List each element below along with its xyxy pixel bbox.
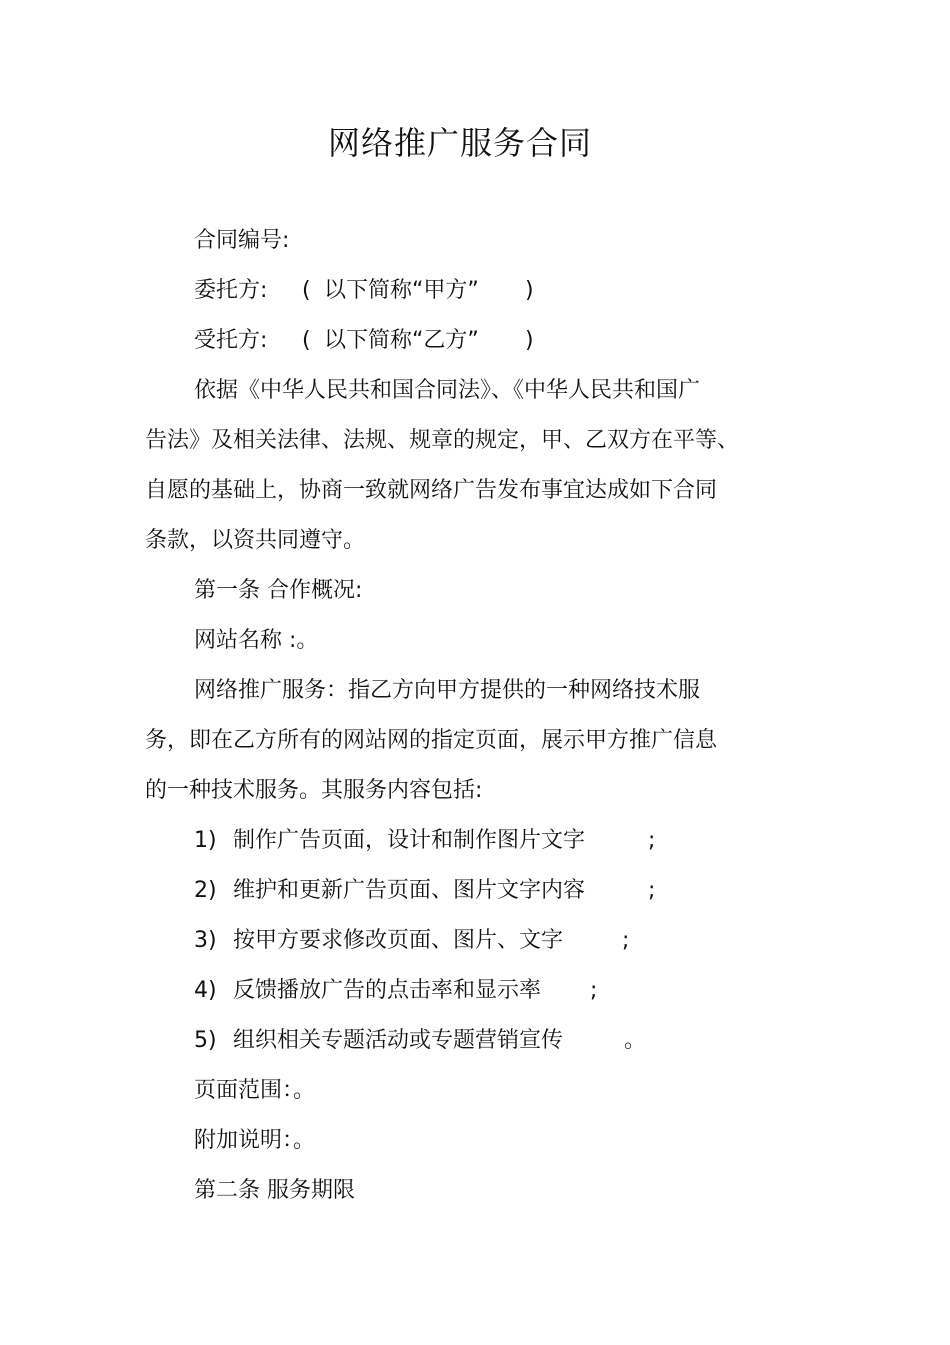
list-item [0, 826, 950, 856]
client-paren-close: ) [525, 278, 534, 303]
contract-number-label: 合同编号: [194, 228, 290, 253]
article-2-heading: 第二条 服务期限 [194, 1178, 355, 1203]
document-title: 网络推广服务合同 [327, 124, 592, 162]
list-item-number: 3) [194, 928, 217, 953]
list-item-text: 制作广告页面，设计和制作图片文字 [233, 828, 586, 853]
list-item-punctuation: ; [648, 828, 656, 853]
list-item-punctuation: ; [622, 928, 630, 953]
list-item-text: 组织相关专题活动或专题营销宣传 [233, 1028, 564, 1053]
list-item [0, 976, 950, 1006]
client-line [0, 276, 950, 306]
list-item-text: 反馈播放广告的点击率和显示率 [233, 978, 542, 1003]
list-item [0, 1026, 950, 1056]
page-scope-line: 页面范围：。 [194, 1078, 316, 1103]
list-item-punctuation: 。 [624, 1028, 647, 1053]
agent-paren-close: ) [525, 328, 534, 353]
article-1-heading: 第一条 合作概况: [194, 578, 363, 603]
client-label: 委托方: [194, 278, 268, 303]
list-item-number: 1) [194, 828, 217, 853]
client-alias: 以下简称“甲方” [324, 278, 479, 303]
list-item-number: 2) [194, 878, 217, 903]
agent-label: 受托方: [194, 328, 268, 353]
intro-paragraph-line: 自愿的基础上，协商一致就网络广告发布事宜达成如下合同 [145, 478, 718, 503]
list-item [0, 876, 950, 906]
intro-paragraph-line: 依据《中华人民共和国合同法》、《中华人民共和国广 [194, 378, 701, 403]
list-item-number: 4) [194, 978, 217, 1003]
list-item-punctuation: ; [648, 878, 656, 903]
agent-paren-open: ( [302, 328, 311, 353]
client-paren-open: ( [302, 278, 311, 303]
agent-line [0, 326, 950, 356]
intro-paragraph-line: 条款，以资共同遵守。 [145, 528, 366, 553]
list-item-text: 按甲方要求修改页面、图片、文字 [233, 928, 564, 953]
service-paragraph-line: 的一种技术服务。其服务内容包括: [145, 778, 483, 803]
list-item-text: 维护和更新广告页面、图片文字内容 [233, 878, 586, 903]
site-name-line: 网站名称 :。 [194, 628, 319, 653]
list-item-number: 5) [194, 1028, 217, 1053]
service-paragraph-line: 务，即在乙方所有的网站网的指定页面，展示甲方推广信息 [145, 728, 718, 753]
agent-alias: 以下简称“乙方” [324, 328, 479, 353]
service-paragraph-line: 网络推广服务：指乙方向甲方提供的一种网络技术服 [194, 678, 701, 703]
additional-note-line: 附加说明：。 [194, 1128, 316, 1153]
list-item-punctuation: ; [590, 978, 598, 1003]
intro-paragraph-line: 告法》及相关法律、法规、规章的规定，甲、乙双方在平等、 [145, 428, 740, 453]
list-item [0, 926, 950, 956]
